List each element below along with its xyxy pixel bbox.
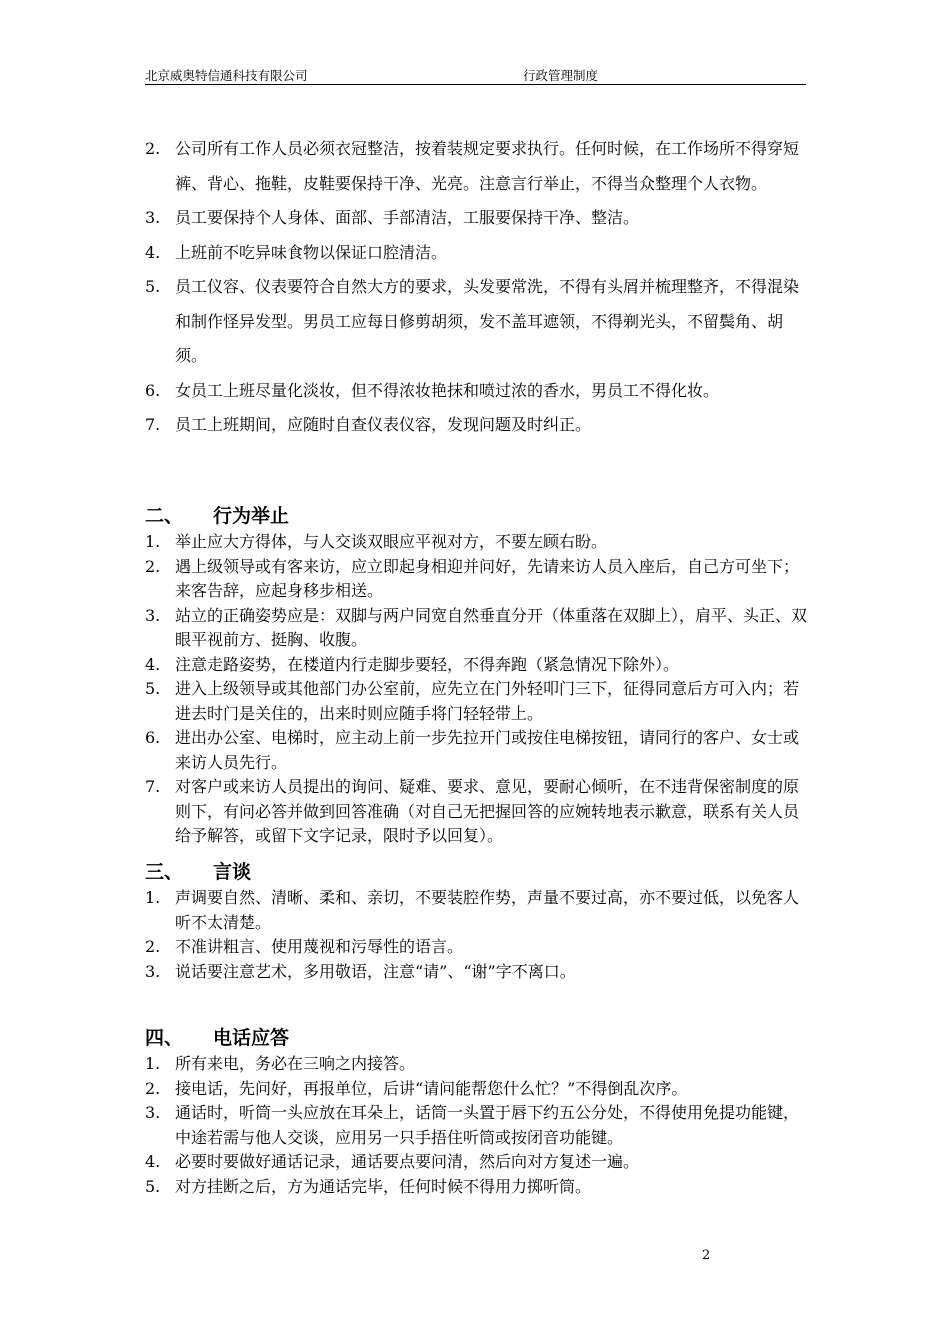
list-item: 2. 遇上级领导或有客来访，应立即起身相迎并问好，先请来访人员入座后，自己方可坐下；来客告辞，应起身移步相送。 bbox=[145, 556, 800, 600]
section-heading: 四、 电话应答 bbox=[145, 1027, 290, 1049]
section-heading: 二、 行为举止 bbox=[145, 505, 290, 527]
document-title: 行政管理制度 bbox=[523, 68, 599, 83]
list-item: 4. 必要时要做好通话记录，通话要点要问清，然后向对方复述一遍。 bbox=[145, 1152, 640, 1171]
section-phone bbox=[145, 1024, 810, 1199]
list-item: 7. 对客户或来访人员提出的询问、疑难、要求、意见，要耐心倾听，在不违背保密制度的原则下，有问必答并做到回答准确（对自己无把握回答的应婉转地表示歉意，联系有关人员给予解答，或留下文字记录，限时予以回复）。 bbox=[145, 777, 800, 845]
list-item: 1. 声调要自然、清晰、柔和、亲切，不要装腔作势，声量不要过高，亦不要过低，以免客人听不太清楚。 bbox=[145, 888, 800, 932]
list-item: 6. 女员工上班尽量化淡妆，但不得浓妆艳抹和喷过浓的香水，男员工不得化妆。 bbox=[145, 380, 720, 400]
list-item: 5. 进入上级领导或其他部门办公室前，应先立在门外轻叩门三下，征得同意后方可入内；若进去时门是关住的，出来时则应随手将门轻轻带上。 bbox=[145, 679, 800, 723]
list-item: 2. 公司所有工作人员必须衣冠整洁，按着装规定要求执行。任何时候，在工作场所不得穿短裤、背心、拖鞋，皮鞋要保持干净、光亮。注意言行举止，不得当众整理个人衣物。 bbox=[145, 139, 800, 193]
list-item: 2. 不准讲粗言、使用蔑视和污辱性的语言。 bbox=[145, 937, 464, 956]
list-item: 1. 举止应大方得体，与人交谈双眼应平视对方，不要左顾右盼。 bbox=[145, 532, 608, 551]
section-dress bbox=[145, 132, 810, 443]
section-heading: 三、 言谈 bbox=[145, 861, 252, 883]
section-speech bbox=[145, 858, 810, 984]
company-name: 北京威奥特信通科技有限公司 bbox=[145, 68, 308, 83]
list-item: 2. 接电话，先问好，再报单位，后讲“请问能帮您什么忙？”不得倒乱次序。 bbox=[145, 1078, 688, 1098]
list-item: 5. 员工仪容、仪表要符合自然大方的要求，头发要常洗，不得有头屑并梳理整齐，不得混染和制作怪异发型。男员工应每日修剪胡须，发不盖耳遮领，不得剃光头，不留鬓角、胡须。 bbox=[145, 277, 800, 365]
list-item: 3. 站立的正确姿势应是：双脚与两户同宽自然垂直分开（体重落在双脚上），肩平、头正、双眼平视前方、挺胸、收腹。 bbox=[145, 605, 808, 649]
list-item: 3. 说话要注意艺术，多用敬语，注意“请”、“谢”字不离口。 bbox=[145, 961, 576, 981]
list-item: 1. 所有来电，务必在三响之内接答。 bbox=[145, 1054, 416, 1073]
list-item: 6. 进出办公室、电梯时，应主动上前一步先拉开门或按住电梯按钮，请同行的客户、女士或来访人员先行。 bbox=[145, 728, 800, 772]
list-item: 5. 对方挂断之后，方为通话完毕，任何时候不得用力掷听筒。 bbox=[145, 1176, 592, 1196]
page-number: 2 bbox=[702, 1248, 711, 1263]
list-item: 4. 注意走路姿势，在楼道内行走脚步要轻，不得奔跑（紧急情况下除外）。 bbox=[145, 654, 680, 674]
section-behavior bbox=[145, 502, 810, 849]
page-header bbox=[145, 64, 806, 85]
list-item: 3. 员工要保持个人身体、面部、手部清洁，工服要保持干净、整洁。 bbox=[145, 208, 640, 227]
list-item: 3. 通话时，听筒一头应放在耳朵上，话筒一头置于唇下约五公分处，不得使用免提功能键，中途若需与他人交谈，应用另一只手捂住听筒或按闭音功能键。 bbox=[145, 1103, 800, 1147]
list-item: 7. 员工上班期间，应随时自查仪表仪容，发现问题及时纠正。 bbox=[145, 415, 592, 434]
list-item: 4. 上班前不吃异味食物以保证口腔清洁。 bbox=[145, 242, 448, 262]
